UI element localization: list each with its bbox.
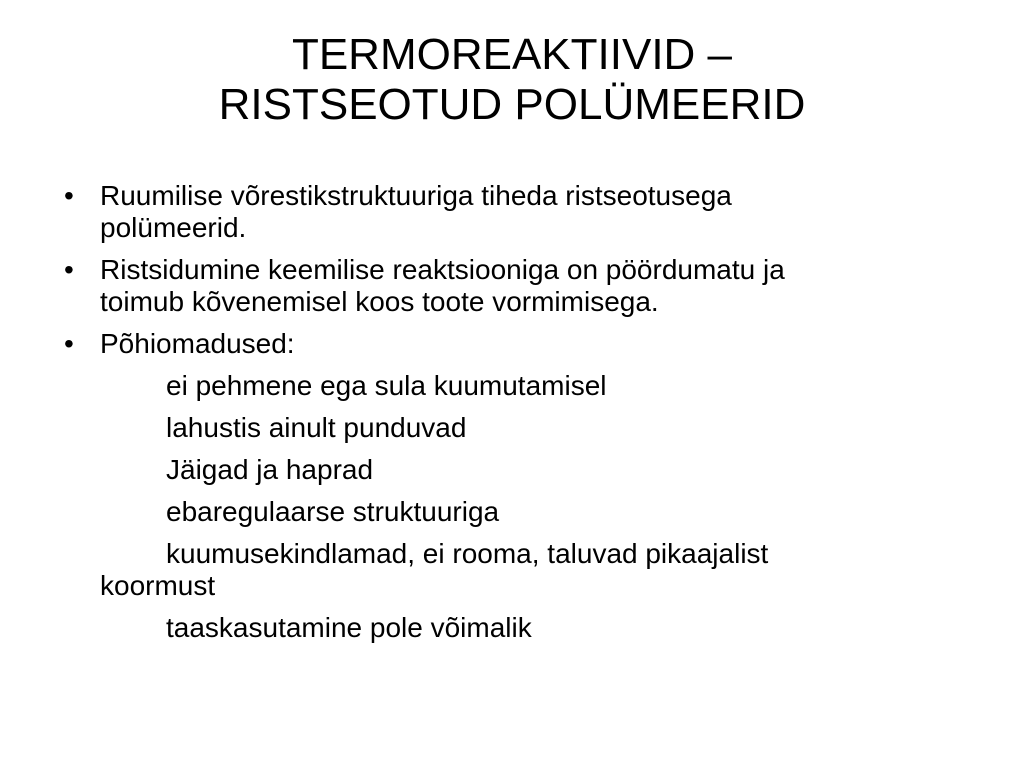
bullet-text-line: Ristsidumine keemilise reaktsiooniga on pöördumatu ja bbox=[100, 254, 785, 285]
title-line: RISTSEOTUD POLÜMEERID bbox=[218, 80, 806, 129]
property-item bbox=[60, 370, 964, 402]
property-text-line: taaskasutamine pole võimalik bbox=[166, 612, 532, 643]
property-item bbox=[60, 538, 964, 602]
property-text-line: ei pehmene ega sula kuumutamisel bbox=[166, 370, 607, 401]
bullet-marker: • bbox=[64, 180, 74, 211]
bullet-text-line: polümeerid. bbox=[100, 212, 247, 243]
property-item bbox=[60, 454, 964, 486]
property-item bbox=[60, 612, 964, 644]
property-text-line: kuumusekindlamad, ei rooma, taluvad pikaajalist bbox=[166, 538, 769, 569]
bullet-item bbox=[60, 328, 964, 360]
property-text-line: koormust bbox=[100, 570, 216, 601]
property-text-line: ebaregulaarse struktuuriga bbox=[166, 496, 500, 527]
bullet-item bbox=[60, 254, 964, 318]
bullet-item bbox=[60, 180, 964, 244]
property-text-line: Jäigad ja haprad bbox=[166, 454, 374, 485]
bullet-text-line: toimub kõvenemisel koos toote vormimisega. bbox=[100, 286, 659, 317]
bullet-marker: • bbox=[64, 328, 74, 359]
title-line: TERMOREAKTIIVID – bbox=[291, 30, 733, 79]
property-item bbox=[60, 412, 964, 444]
bullet-marker: • bbox=[64, 254, 74, 285]
bullet-text-line: Põhiomadused: bbox=[100, 328, 295, 359]
slide-title bbox=[60, 30, 964, 130]
bullet-text-line: Ruumilise võrestikstruktuuriga tiheda ristseotusega bbox=[100, 180, 732, 211]
property-text-line: lahustis ainult punduvad bbox=[166, 412, 467, 443]
slide-body bbox=[60, 180, 964, 654]
property-item bbox=[60, 496, 964, 528]
